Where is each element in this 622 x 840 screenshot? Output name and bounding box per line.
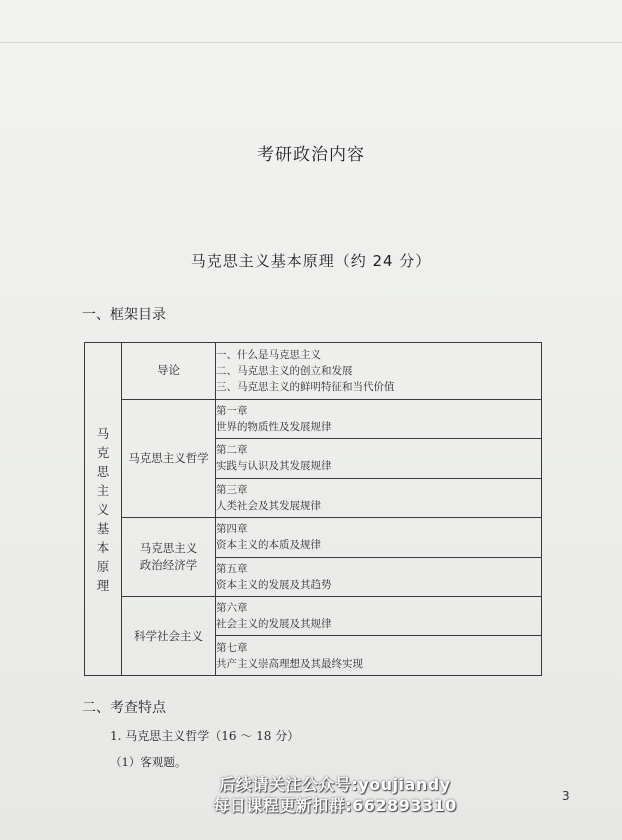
content-cell: [216, 597, 542, 636]
content-line: 一、什么是马克思主义: [216, 348, 321, 361]
chapter-title: 社会主义的发展及其规律: [216, 618, 332, 631]
chapter-title: 共产主义崇高理想及其最终实现: [216, 657, 363, 670]
chapter-label: 第七章: [216, 641, 248, 654]
root-char: 基: [96, 520, 110, 536]
root-cell: [85, 343, 122, 676]
content-cell: [216, 399, 542, 438]
page-subtitle: 马克思主义基本原理（约 24 分）: [190, 252, 432, 270]
chapter-title: 人类社会及其发展规律: [216, 499, 321, 512]
root-char: 义: [96, 501, 110, 517]
content-cell: [216, 343, 542, 400]
page-number: 3: [562, 789, 570, 803]
chapter-title: 世界的物质性及发展规律: [216, 420, 332, 433]
content-cell: [216, 439, 542, 478]
show-through-line: [0, 42, 622, 43]
content-line: 二、马克思主义的创立和发展: [216, 364, 353, 377]
content-cell: [216, 518, 542, 557]
content-cell: [216, 557, 542, 596]
root-char: 主: [96, 482, 110, 498]
chapter-label: 第一章: [216, 404, 248, 417]
root-char: 克: [96, 444, 110, 460]
chapter-label: 第二章: [216, 444, 248, 457]
root-char: 马: [96, 425, 110, 441]
content-line: 三、马克思主义的鲜明特征和当代价值: [216, 380, 395, 393]
content-cell: [216, 636, 542, 676]
chapter-title: 资本主义的发展及其趋势: [216, 578, 332, 591]
part-name-line: 马克思主义: [139, 541, 198, 556]
exam-item-philosophy: 1. 马克思主义哲学（16 ～ 18 分）: [110, 729, 300, 743]
chapter-label: 第五章: [216, 562, 248, 575]
root-char: 本: [96, 539, 110, 555]
content-cell: [216, 478, 542, 517]
root-char: 原: [96, 558, 110, 574]
chapter-title: 实践与认识及其发展规律: [216, 460, 332, 473]
part-scientific-socialism: 科学社会主义: [122, 597, 216, 676]
watermark-line: 后续请关注公众号:youjiandy: [219, 775, 451, 794]
watermark-line: 每日课程更新扣群:662893310: [213, 796, 457, 815]
chapter-title: 资本主义的本质及规律: [216, 539, 321, 552]
chapter-label: 第六章: [216, 602, 248, 615]
part-philosophy: 马克思主义哲学: [122, 399, 216, 517]
section-heading-framework: 一、框架目录: [82, 307, 166, 323]
section-heading-exam: 二、考查特点: [82, 700, 166, 716]
chapter-label: 第三章: [216, 483, 248, 496]
page-title: 考研政治内容: [257, 145, 365, 165]
exam-item-objective: （1）客观题。: [110, 755, 187, 769]
root-char: 理: [96, 577, 110, 593]
framework-table: [84, 342, 542, 676]
part-intro: 导论: [122, 343, 216, 400]
part-name-line: 政治经济学: [139, 558, 198, 573]
chapter-label: 第四章: [216, 523, 248, 536]
root-char: 思: [96, 463, 110, 479]
part-political-economy: [122, 518, 216, 597]
